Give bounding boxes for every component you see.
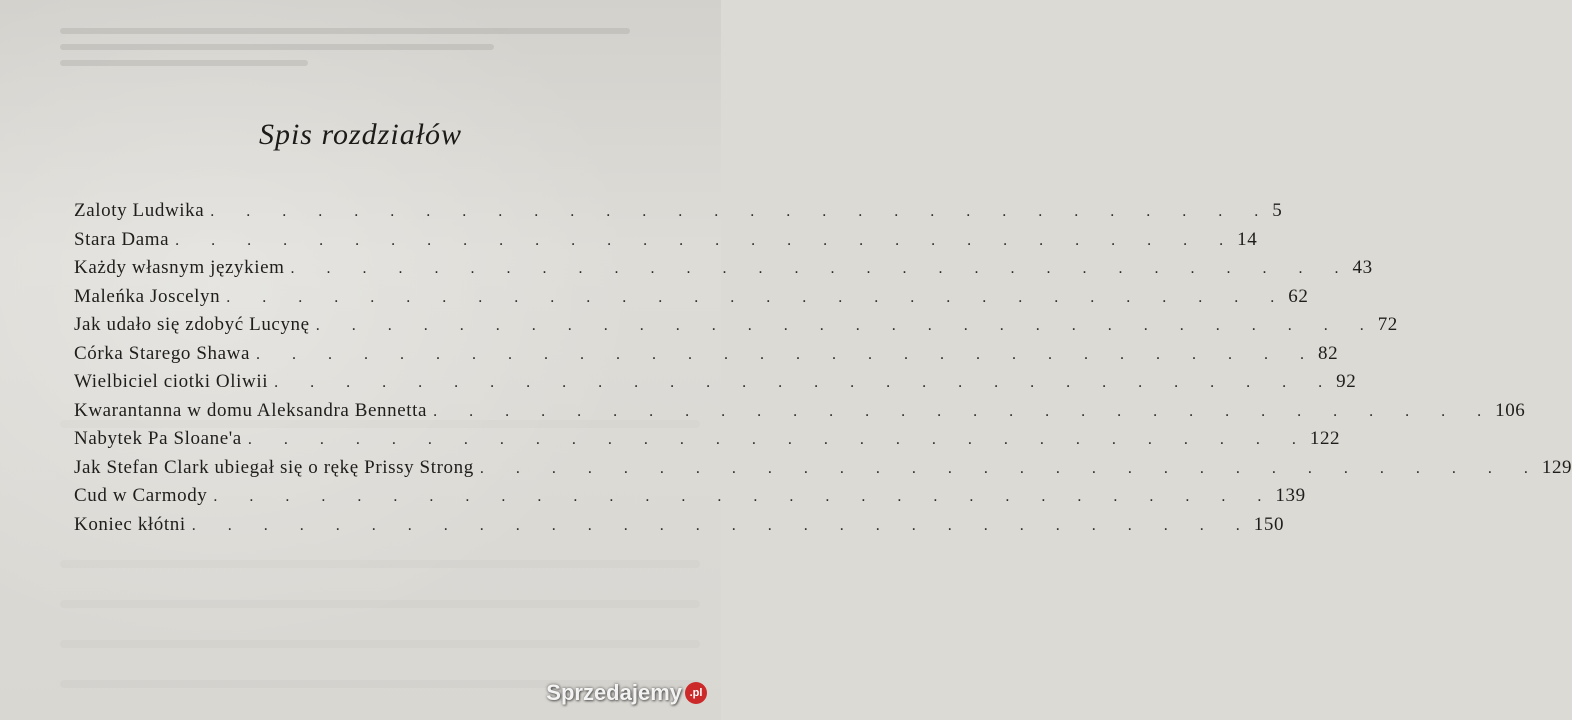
toc-entry-title: Kwarantanna w domu Aleksandra Bennetta <box>74 399 428 421</box>
toc-entry-title: Jak Stefan Clark ubiegał się o rękę Prissy Strong <box>74 456 474 478</box>
toc-leader-dots: . . . . . . . . . . . . . . . . . . . . . . . . . . . . . . <box>247 431 1310 448</box>
toc-page-number: 139 <box>1275 485 1306 506</box>
toc-page-number: 72 <box>1377 314 1398 335</box>
show-through-line <box>60 600 700 608</box>
watermark-logo <box>546 680 707 706</box>
toc-entry <box>74 342 1339 372</box>
toc-leader-dots: . . . . . . . . . . . . . . . . . . . . . . . . . . . . . . <box>175 231 1238 249</box>
page-title: Spis rozdziałów <box>258 118 463 151</box>
toc-leader-dots: . . . . . . . . . . . . . . . . . . . . . . . . . . . . . . <box>479 459 1542 477</box>
toc-entry <box>74 513 1285 543</box>
toc-entry <box>74 456 1572 486</box>
toc-entry-title: Stara Dama <box>74 228 170 250</box>
toc-page-number: 150 <box>1253 513 1285 535</box>
toc-page-number: 82 <box>1318 342 1339 364</box>
show-through-text <box>60 18 680 78</box>
toc-entry <box>74 314 1398 343</box>
toc-page-number: 43 <box>1352 257 1373 278</box>
show-through-line <box>60 560 700 568</box>
toc-entry <box>74 428 1341 457</box>
watermark-text: Sprzedajemy <box>546 680 682 705</box>
toc-entry-title: Nabytek Pa Sloane'a <box>74 428 242 449</box>
toc-leader-dots: . . . . . . . . . . . . . . . . . . . . . . . . . . . . . . <box>256 345 1319 363</box>
toc-page-number: 129 <box>1541 456 1572 478</box>
toc-leader-dots: . . . . . . . . . . . . . . . . . . . . . . . . . . . . . . <box>315 317 1378 334</box>
toc-entry-title: Jak udało się zdobyć Lucynę <box>74 314 310 335</box>
toc-entry-title: Zaloty Ludwika <box>74 200 205 221</box>
toc-entry <box>74 485 1306 514</box>
toc-leader-dots: . . . . . . . . . . . . . . . . . . . . . . . . . . . . . . <box>213 488 1276 505</box>
toc-page-number: 92 <box>1336 371 1357 392</box>
toc-entry <box>74 257 1373 286</box>
show-through-line <box>60 640 700 648</box>
toc-entry-title: Koniec kłótni <box>74 513 186 535</box>
toc-entry-title: Cud w Carmody <box>74 485 208 506</box>
toc-entry-title: Córka Starego Shawa <box>74 342 251 364</box>
toc-page-number: 122 <box>1309 428 1341 449</box>
toc-entry <box>74 200 1283 229</box>
toc-entry <box>74 285 1309 315</box>
toc-page-number: 62 <box>1288 285 1309 307</box>
toc-page-number: 14 <box>1237 228 1258 250</box>
toc-leader-dots: . . . . . . . . . . . . . . . . . . . . . . . . . . . . . . <box>290 260 1353 277</box>
watermark-badge: .pl <box>685 682 707 704</box>
toc-page-number: 106 <box>1495 399 1526 421</box>
toc-leader-dots: . . . . . . . . . . . . . . . . . . . . . . . . . . . . . . <box>433 402 1496 420</box>
toc-entry <box>74 228 1258 258</box>
toc-leader-dots: . . . . . . . . . . . . . . . . . . . . . . . . . . . . . . <box>210 203 1273 220</box>
toc-entry <box>74 371 1357 400</box>
toc-leader-dots: . . . . . . . . . . . . . . . . . . . . . . . . . . . . . . <box>226 288 1289 306</box>
toc-leader-dots: . . . . . . . . . . . . . . . . . . . . . . . . . . . . . . <box>274 374 1337 391</box>
toc-page-number: 5 <box>1272 200 1283 221</box>
toc-entry-title: Każdy własnym językiem <box>74 257 285 278</box>
table-of-contents <box>74 200 1572 542</box>
toc-entry-title: Maleńka Joscelyn <box>74 285 221 307</box>
toc-entry-title: Wielbiciel ciotki Oliwii <box>74 371 269 392</box>
toc-entry <box>74 399 1526 429</box>
toc-leader-dots: . . . . . . . . . . . . . . . . . . . . . . . . . . . . . . <box>191 516 1254 534</box>
